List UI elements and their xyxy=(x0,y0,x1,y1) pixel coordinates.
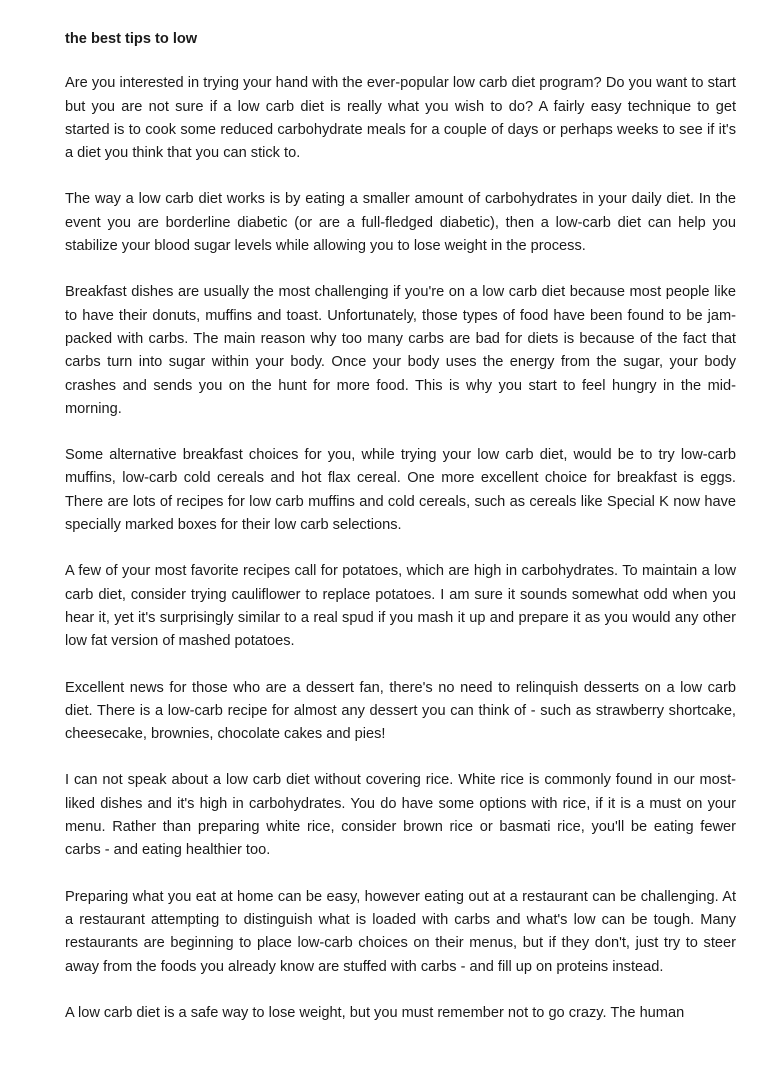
paragraph-6: Excellent news for those who are a dessert fan, there's no need to relinquish desserts on a low carb diet. There is a low-carb recipe for almost any dessert you can think of - such as strawberry shortcake, cheesecake, brownies, chocolate cakes and pies! xyxy=(65,679,736,743)
paragraph-8: Preparing what you eat at home can be easy, however eating out at a restaurant can be challenging. At a restaurant attempting to distinguish what is loaded with carbs and what's low can be tough. Many restaurants are beginning to place low-carb choices on their menus, but if they don't, just try to steer away from the foods you already know are stuffed with carbs - and fill up on proteins instead. xyxy=(65,888,736,975)
document-title: the best tips to low xyxy=(65,31,198,47)
paragraph-3: Breakfast dishes are usually the most challenging if you're on a low carb diet because most people like to have their donuts, muffins and toast. Unfortunately, those types of food have been found to be jam-packed with carbs. The main reason why too many carbs are bad for diets is because of the fact that carbs turn into sugar within your body. Once your body uses the energy from the sugar, your body crashes and sends you on the hunt for more food. This is why you start to feel hungry in the mid-morning. xyxy=(65,284,736,417)
paragraph-1: Are you interested in trying your hand with the ever-popular low carb diet program? Do you want to start but you are not sure if a low carb diet is really what you wish to do? A fairly easy technique to get started is to cook some reduced carbohydrate meals for a couple of days or perhaps weeks to see if it's a diet you think that you can stick to. xyxy=(65,75,736,162)
paragraph-5: A few of your most favorite recipes call for potatoes, which are high in carbohydrates. To maintain a low carb diet, consider trying cauliflower to replace potatoes. I am sure it sounds somewhat odd when you hear it, yet it's surprisingly similar to a real spud if you mash it up and prepare it as you would any other low fat version of mashed potatoes. xyxy=(65,563,736,650)
paragraph-4: Some alternative breakfast choices for you, while trying your low carb diet, would be to try low-carb muffins, low-carb cold cereals and hot flax cereal. One more excellent choice for breakfast is eggs. There are lots of recipes for low carb muffins and cold cereals, such as cereals like Special K now have specially marked boxes for their low carb selections. xyxy=(65,447,736,534)
paragraph-7: I can not speak about a low carb diet without covering rice. White rice is commonly found in our most-liked dishes and it's high in carbohydrates. You do have some options with rice, if it is a must on your menu. Rather than preparing white rice, consider brown rice or basmati rice, you'll be eating fewer carbs - and eating healthier too. xyxy=(65,772,736,859)
document-body xyxy=(65,28,736,1048)
paragraph-9: A low carb diet is a safe way to lose weight, but you must remember not to go crazy. The human xyxy=(65,1004,685,1021)
paragraph-2: The way a low carb diet works is by eating a smaller amount of carbohydrates in your daily diet. In the event you are borderline diabetic (or are a full-fledged diabetic), then a low-carb diet can help you stabilize your blood sugar levels while allowing you to lose weight in the process. xyxy=(65,191,736,255)
